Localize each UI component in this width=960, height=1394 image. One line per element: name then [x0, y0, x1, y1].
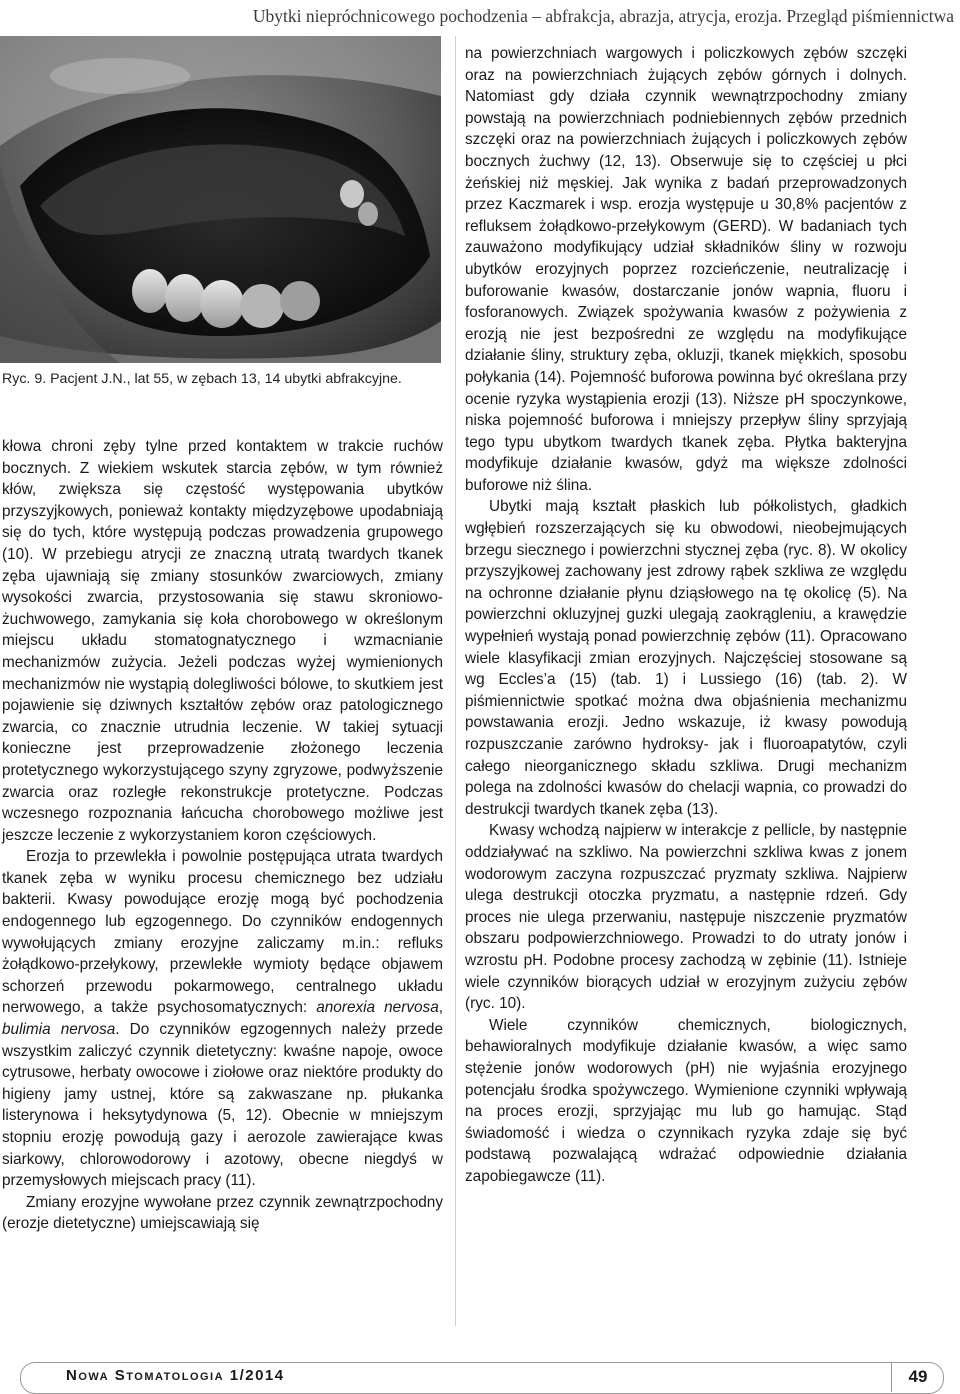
body-paragraph	[465, 43, 907, 496]
column-divider	[455, 36, 456, 1326]
italic-term: bulimia nervosa	[2, 1021, 116, 1039]
running-header: Ubytki niepróchnicowego pochodzenia – abfrakcja, abrazja, atrycja, erozja. Przegląd piśmiennictwa	[252, 6, 954, 26]
body-paragraph	[2, 846, 443, 1192]
left-column	[2, 436, 443, 1235]
clinical-photo	[0, 36, 441, 363]
journal-name: Nowa Stomatologia 1/2014	[66, 1367, 285, 1384]
paragraph-text: Kwasy wchodzą najpierw w interakcje z pellicle, by następnie oddziaływać na szkliwo. Na powierzchni szkliwa kwas z jonem wodorowym zaczyna rozpuszczać pryzmaty szkliwa. Najpierw ulega destrukcji otoczka pryzmatu, a następnie rdzeń. Gdy proces nie ulega przerwaniu, następuje niszczenie pryzmatów obszaru podpowierzchniowego. Prowadzi to do utraty jonów i wzrostu pH. Podobne procesy zachodzą w zębinie (11). Istnieje wiele czynników biorących udział w erozyjnym zużyciu zębów (ryc. 10).	[465, 822, 907, 1013]
body-paragraph	[465, 820, 907, 1014]
page-footer	[20, 1362, 944, 1392]
italic-term: anorexia nervosa	[316, 999, 439, 1017]
paragraph-text: kłowa chroni zęby tylne przed kontaktem w trakcie ruchów bocznych. Z wiekiem wskutek starcia zębów, w tym również kłów, zwiększa się częstość występowania ubytków przyszyjkowych, ponieważ kontakty międzyzębowe upodabniają się do tych, które występują podczas prowadzenia grupowego (10). W przebiegu atrycji ze znaczną utratą twardych tkanek zęba ujawniają się zmiany stosunków zwarciowych, zmiany wysokości zwarcia, przystosowania się stawu skroniowo-żuchwowego, zamykania się koła chorobowego w określonym miejscu układu stomatognatycznego i wzmacnianie mechanizmów zużycia. Jeżeli podczas wyżej wymienionych mechanizmów nie wystąpią dolegliwości bólowe, to skutkiem jest pojawienie się dziwnych kształtów zębów oraz patologicznego zwarcia, co znacznie utrudnia leczenie. W takiej sytuacji konieczne jest przeprowadzenie złożonego leczenia protetycznego wykorzystującego szyny zgryzowe, podwyższenie zwarcia oraz rozległe rekonstrukcje protetyczne. Podczas wczesnego rozpoznania łańcucha chorobowego możliwe jest jeszcze leczenie z wykorzystaniem koron częściowych.	[2, 438, 443, 844]
body-paragraph	[2, 436, 443, 846]
paragraph-text: . Do czynników egzogennych należy przede wszystkim zaliczyć czynnik dietetyczny: kwaśne napoje, owoce cytrusowe, herbaty owocowe i ziołowe oraz niektóre produkty do higieny jamy ustnej, które są zakwaszane np. płukanka listerynowa i heksytydynowa (5, 12). Obecnie w mniejszym stopniu erozję powodują gazy i aerozole zawierające kwas siarkowy, chlorowodorowy i azotowy, obecne niegdyś w przemysłowych miejscach pracy (11).	[2, 1021, 443, 1190]
paragraph-text: Wiele czynników chemicznych, biologicznych, behawioralnych modyfikuje działanie kwasów, a więc samo stężenie jonów wodorowych (pH) nie wyjaśnia erozyjnego potencjału środka spożywczego. Wymienione czynniki wpływają na proces erozji, sprzyjając mu lub go hamując. Stąd świadomość i wiedza o czynnikach ryzyka zdaje się być podstawą pozwalającą wdrażać odpowiednie działania zapobiegawcze (11).	[465, 1016, 907, 1185]
paragraph-text: ,	[438, 999, 443, 1017]
paragraph-text: Erozja to przewlekła i powolnie postępująca utrata twardych tkanek zęba w wyniku procesu chemicznego bez udziału bakterii. Kwasy powodujące erozję mogą być pochodzenia endogennego lub egzogennego. Do czynników endogennych wywołujących zmiany erozyjne zaliczamy m.in.: refluks żołądkowo-przełykowy, przewlekłe wymioty będące objawem schorzeń przewodu pokarmowego, centralnego układu nerwowego, a także psychosomatycznych:	[2, 848, 443, 1017]
paragraph-text: na powierzchniach wargowych i policzkowych zębów szczęki oraz na powierzchniach żujących zębów górnych i dolnych. Natomiast gdy działa czynnik wewnątrzpochodny zmiany powstają na powierzchniach podniebiennych zębów przednich szczęki oraz na powierzchniach żujących i policzkowych zębów bocznych żuchwy (12, 13). Obserwuje się to częściej u płci żeńskiej niż męskiej. Jak wynika z badań przeprowadzonych przez Kaczmarek i wsp. erozja występuje u 30,8% pacjentów z refluksem żołądkowo-przełykowym (GERD). W badaniach tych zauważono modyfikujący udział składników śliny w rozwoju ubytków erozyjnych poprzez rozcieńczenie, neutralizację i buforowanie kwasów, dostarczanie jonów wapnia, fluoru i fosforanowych. Związek spożywania kwasów z pożywienia z erozją nie jest bezpośredni ze względu na modyfikujące działanie śliny, struktury zęba, okluzji, tkanek miękkich, sposobu połykania (14). Pojemność buforowa powinna być określana przy ocenie ryzyka wystąpienia erozji (13). Niższe pH spoczynkowe, niska pojemność buforowa i mniejszy przepływ śliny sprzyjają tego typu ubytkom twardych tkanek zęba. Płytka bakteryjna modyfikuje działanie kwasów, gdyż ma większe zdolności buforowe niż ślina.	[465, 45, 907, 494]
body-paragraph	[465, 1015, 907, 1188]
paragraph-text: Zmiany erozyjne wywołane przez czynnik zewnątrzpochodny (erozje dietetyczne) umiejscawiają się	[2, 1193, 443, 1233]
body-paragraph	[465, 496, 907, 820]
body-paragraph	[2, 1192, 443, 1235]
page-number: 49	[891, 1362, 944, 1392]
figure-caption: Ryc. 9. Pacjent J.N., lat 55, w zębach 13, 14 ubytki abfrakcyjne.	[2, 371, 402, 387]
paragraph-text: Ubytki mają kształt płaskich lub półkolistych, gładkich wgłębień rozszerzających się ku obwodowi, nieobejmujących brzegu siecznego i powierzchni stycznej zęba (ryc. 8). W okolicy przyszyjkowej zachowany jest zdrowy rąbek szkliwa ze względu na ochronne działanie płynu dziąsłowego na tę okolicę (5). Na powierzchni okluzyjnej guzki ulegają zaokrągleniu, a krawędzie wypełnień wystają ponad powierzchnię zębów (11). Opracowano wiele klasyfikacji zmian erozyjnych. Najczęściej stosowane są wg Eccles’a (15) (tab. 1) i Lussiego (16) (tab. 2). W piśmiennictwie spotkać można dwa objaśnienia mechanizmu powstawania erozji. Jedno wskazuje, iż kwasy powodują rozpuszczanie zarówno hydroksy- jak i fluoroapatytów, czyli całego nieorganicznego składu szkliwa. Drugi mechanizm polega na zdolności kwasów do chelacji wapnia, co prowadzi do destrukcji twardych tkanek zęba (13).	[465, 498, 907, 818]
right-column	[465, 43, 907, 1187]
